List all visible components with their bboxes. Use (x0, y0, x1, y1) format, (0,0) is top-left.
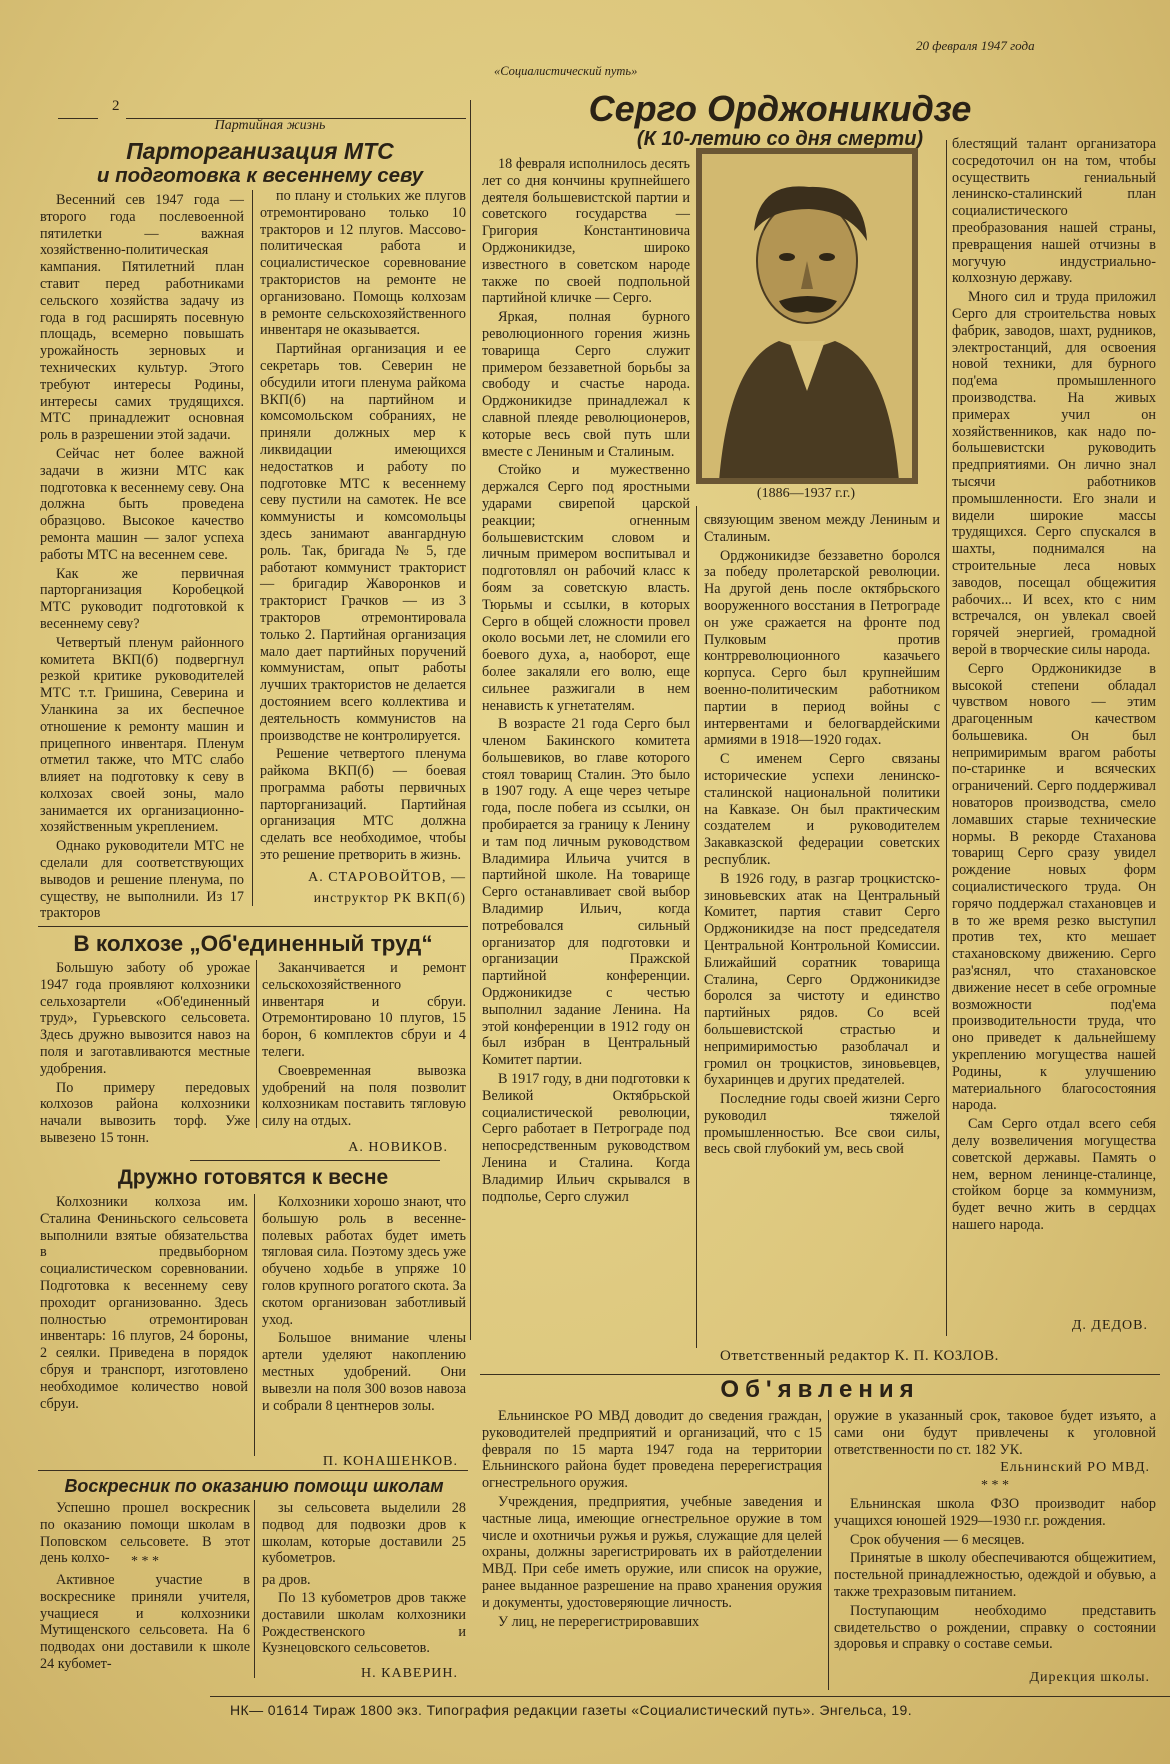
article-column: Активное участие в воскреснике приняли учителя, учащиеся и колхозники Мутищенского сельсовета. На 6 подводах они доставили к школе 24 кубомет- (40, 1572, 250, 1672)
author-signature: А. НОВИКОВ. (348, 1140, 448, 1155)
article-column: блестящий талант организатора сосредоточил он на том, чтобы осуществить гениальный ленинско-сталинский план социалистического преобразования нашей страны, превращения нашей отчизны в могучую индустриально-колхозную державу. Много сил и труда приложил Серго для строительства новых фабрик, заводов, шахт, рудников, электростанций, для освоения новой техники, для бурного под'ема промышленного производства. На живых примерах учил он хозяйственников, как надо по-большевистски руководить предприятиями. Он лично знал тысячи работников промышленности. Его знали и видели широкие массы трудящихся. Серго спускался в шахты, поднимался на строительные леса новых заводов, посещал общежития рабочих... И всех, кто с ним встречался, он увлекал своей горячей энергией, громадной верой в творческие силы народа. Серго Орджоникидзе в высокой степени обладал чувством нового — этим драгоценным качеством большевика. Он был непримиримым врагом работы по-старинке и всяческих ограничений. Серго поддерживал новаторов производства, смело ломавших старые технические нормы. В рекорде Стаханова товарищ Серго сразу увидел рождение новых форм социалистического труда. Он горячо поддержал стахановцев и в то же время резко выступил против тех, кто мешает стахановскому движению. Серго раз'яснял, что стахановское движение несет в себе огромные возможности под'ема производительности труда, что оно приведет к дальнейшему укреплению могущества нашей Родины, к улучшению материального благосостояния народа. Сам Серго отдал всего себя делу возвеличения могущества советской державы. Память о нем, верном ленинце-сталинце, стойком борце за коммунизм, будет вечно жить в сердцах нашего народа. (952, 136, 1156, 1233)
author-signature: Н. КАВЕРИН. (361, 1666, 458, 1681)
article-title: В колхозе „Об'единенный труд“ (73, 931, 433, 956)
ad-column: Ельнинская школа ФЗО производит набор учащихся юношей 1929—1930 г.г. рождения. Срок обучения — 6 месяцев. Принятые в школу обеспечиваются общежитием, постельной принадлежностью, одеждой и обувью, а также трехразовым питанием. Поступающим необходимо представить свидетельство о рождении, справку о состоянии здоровья и справку о составе семьи. (834, 1496, 1156, 1653)
author-signature: П. КОНАШЕНКОВ. (322, 1454, 458, 1469)
ad-column: Ельнинское РО МВД доводит до сведения граждан, руководителей предприятий и организаций, что с 15 февраля по 15 марта 1947 года на территории Ельнинского района будет проведена перерегистрация огнестрельного оружия. Учреждения, предприятия, учебные заведения и частные лица, имеющие огнестрельное оружие в том числе и охотничьи ружья и ружья, служащие для целей охраны, должны зарегистрировать их в райотделении МВД. При себе иметь оружие, или список на оружие, ранее выданное разрешение на право хранения оружия и документы, удостоверяющие личность. У лиц, не перерегистрировавших (482, 1408, 822, 1630)
separator-stars: * * * (981, 1478, 1009, 1493)
issue-date: 20 февраля 1947 года (916, 38, 1035, 53)
portrait-image (698, 150, 916, 482)
article-subtitle: и подготовка к весеннему севу (96, 164, 424, 187)
article-column: 18 февраля исполнилось десять лет со дня кончины крупнейшего деятеля большевистской партии и советского государства — Григория Константиновича Орджоникидзе, широко известного в советском народе также по своей подпольной партийной кличке — Серго. Яркая, полная бурного революционного горения жизнь товарища Серго служит примером беззаветной борьбы за свободу и счастье народа. Орджоникидзе принадлежал к славной плеяде революционеров, которые весь свой путь шли вместе с Лениным и Сталиным. Стойко и мужественно держался Серго под яростными ударами свирепой царской реакции; огненным большевистским словом и личным примером воспитывал и подготовлял он рабочий класс к боям за советскую власть. Тюрьмы и ссылки, в которых Серго в общей сложности провел около восьми лет, не сломили его боевого духа, а, наоборот, еще более закаляли его волю, еще сильнее разжигали в нем ненависть к угнетателям. В возрасте 21 года Серго был членом Бакинского комитета большевиков, во главе которого стоял товарищ Сталин. Это было в 1907 году. А еще через четыре года, после побега из ссылки, он пробирается за границу к Ленину и там под личным руководством Владимира Ильича учится в партийной школе. На товарище Серго останавливает свой выбор Владимир Ильич, когда потребовался сильный организатор для подготовки и организации Пражской партийной конференции. Орджоникидзе с честью выполнил задание Ленина. На этой конференции в 1912 году он был избран в Центральный Комитет партии. В 1917 году, в дни подготовки к Великой Октябрьской социалистической революции, Серго работает в Петрограде под непосредственным руководством Ленина и Сталина. Когда Владимир Ильич скрывался в подполье, Серго служил (482, 156, 690, 1205)
portrait-caption: (1886—1937 г.г.) (756, 486, 856, 501)
rubric: Партийная жизнь (214, 118, 326, 133)
article-title: Серго Орджоникидзе (588, 88, 972, 129)
ad-signature: Ельнинский РО МВД. (1000, 1460, 1150, 1475)
article-title: Воскресник по оказанию помощи школам (64, 1476, 444, 1496)
article-title: Дружно готовятся к весне (117, 1166, 389, 1189)
article-column: по плану и стольких же плугов отремонтировано только 10 тракторов и 12 плугов. Массово-политическая работа и социалистическое соревнование трактористов на ремонте не организовано. Помощь колхозам в ремонте сельскохозяйственного инвентаря не оказывается. Партийная организация и ее секретарь тов. Северин не обсудили итоги пленума райкома ВКП(б) на партийном и комсомольском собраниях, не приняли должных мер к ликвидации имеющихся недостатков и работу по подготовке МТС к весеннему севу пустили на самотек. Не все коммунисты и комсомольцы здесь занимают авангардную роль. Так, бригада № 5, где работают коммунист тракторист — бригадир Жаворонков и тракторист Грачков — из 3 тракторов отремонтировала только 2. Партийная организация мало дает партийных поручений коммунистам, опыт работы лучших трактористов не делается достоянием всего коллектива и деятельность коммунистов на производстве не контролируется. Решение четвертого пленума райкома ВКП(б) — боевая программа работы первичных парторганизаций. Партийная организация МТС должна сделать все необходимое, чтобы это решение претворить в жизнь. (260, 188, 466, 864)
ad-column: оружие в указанный срок, таковое будет изъято, а сами они будут привлечены к уголовной ответственности по ст. 182 УК. (834, 1408, 1156, 1458)
author-position: инструктор РК ВКП(б) (313, 890, 466, 905)
article-column: Большую заботу об урожае 1947 года проявляют колхозники сельхозартели «Об'единенный труд», Гурьевского сельсовета. Здесь дружно вывозится навоз на поля и заготавливаются местные удобрения. По примеру передовых колхозов района колхозники начали вывозить торф. Уже вывезено 15 тонн. (40, 960, 250, 1146)
article-subtitle: (К 10-летию со дня смерти) (636, 128, 924, 150)
article-title: Парторганизация МТС (126, 138, 394, 164)
author-signature: Д. ДЕДОВ. (1071, 1318, 1148, 1333)
separator-stars: * * * (131, 1554, 159, 1569)
author-signature: А. СТАРОВОЙТОВ, — (308, 870, 466, 885)
imprint-footer: НК— 01614 Тираж 1800 экз. Типография редакции газеты «Социалистический путь». Энгельса, 19. (230, 1702, 913, 1718)
article-column: зы сельсовета выделили 28 подвод для подвозки дров к школам, которые доставили 25 кубометров. (262, 1500, 466, 1567)
article-column: Весенний сев 1947 года — второго года послевоенной пятилетки — важная хозяйственно-политическая кампания. Пятилетний план ставит перед работниками сельского хозяйства задачу из года в год расширять посевную площадь, всемерно повышать урожайность зерновых и технических культур. Этого требуют интересы Родины, интересы самих трудящихся. МТС принадлежит основная роль в разрешении этой задачи. Сейчас нет более важной задачи в жизни МТС как подготовка к весеннему севу. Она должна быть проведена образцово. Высокое качество ремонта машин — залог успеха работы МТС на весеннем севе. Как же первичная парторганизация Коробецкой МТС руководит подготовкой к весеннему севу? Четвертый пленум районного комитета ВКП(б) подвергнул резкой критике руководителей МТС т.т. Гришина, Северина и Уланкина за их беспечное отношение к ремонту машин и прицепного инвентаря. Пленум отметил также, что МТС слабо влияет на подготовку к севу в колхозах своей зоны, мало занимается их организационно-хозяйственным укреплением. Однако руководители МТС не сделали для соответствующих выводов и решение пленума, по существу, не выполнили. Из 17 тракторов (40, 192, 244, 922)
article-column: ра дров. (262, 1572, 311, 1588)
paper-name: «Социалистический путь» (494, 64, 638, 78)
ad-signature: Дирекция школы. (1029, 1670, 1150, 1685)
article-column: Успешно прошел воскресник по оказанию помощи школам в Поповском сельсовете. В этот день колхо- (40, 1500, 250, 1567)
article-column: Колхозники колхоза им. Сталина Фениньского сельсовета выполнили взятые обязательства в предвыборном социалистическом соревновании. Подготовка к весеннему севу проходит организованно. Здесь полностью отремонтирован инвентарь: 16 плугов, 24 бороны, 2 сеялки. Приведена в порядок сбруя и транспорт, изготовлено необходимое количество новой сбруи. (40, 1194, 248, 1412)
article-column: По 13 кубометров дров также доставили школам колхозники Рождественского и Кузнецовского сельсоветов. (262, 1590, 466, 1657)
page-number: 2 (112, 98, 120, 114)
ads-title: Об'явления (720, 1376, 920, 1403)
article-column: Колхозники хорошо знают, что большую роль в весенне-полевых работах будет иметь тягловая сила. Поэтому здесь уже обучено ходьбе в упряже 10 голов крупного рогатого скота. За скотом организован заботливый уход. Большое внимание члены артели уделяют накоплению местных удобрений. Они вывезли на поля 300 возов навоза и собрали 8 центнеров золы. (262, 1194, 466, 1414)
article-column: связующим звеном между Лениным и Сталиным. Орджоникидзе беззаветно боролся за победу пролетарской революции. На другой день после октябрьского вооруженного восстания в Петрограде он уже сражается на фронте под Пулковым против контрреволюционного казачьего корпуса. Серго был крупнейшим военно-политическим работником партии в период войны с интервентами и белогвардейскими армиями в 1918—1920 годах. С именем Серго связаны исторические успехи ленинско-сталинской национальной политики на Кавказе. Он был практическим создателем и руководителем Закавказской федерации советских республик. В 1926 году, в разгар троцкистско-зиновьевских атак на Центральный Комитет, партия ставит Серго Орджоникидзе на пост председателя Центральной Контрольной Комиссии. Ближайший соратник товарища Сталина, Серго Орджоникидзе боролся за чистоту и единство партийных рядов. Со всей большевистской страстью и непримиримостью разоблачал и громил он троцкистов, зиновьевцев, бухаринцев и других предателей. Последние годы своей жизни Серго руководил тяжелой промышленностью. Все свои силы, весь свой глубокий ум, весь свой (704, 512, 940, 1158)
editor-line: Ответственный редактор К. П. КОЗЛОВ. (720, 1348, 999, 1364)
article-column: Заканчивается и ремонт сельскохозяйственного инвентаря и сбруи. Отремонтировано 10 плугов, 15 борон, 6 комплектов сбруи и 4 телеги. Своевременная вывозка удобрений на поля позволит колхозникам поставить тягловую силу на отдых. (262, 960, 466, 1130)
